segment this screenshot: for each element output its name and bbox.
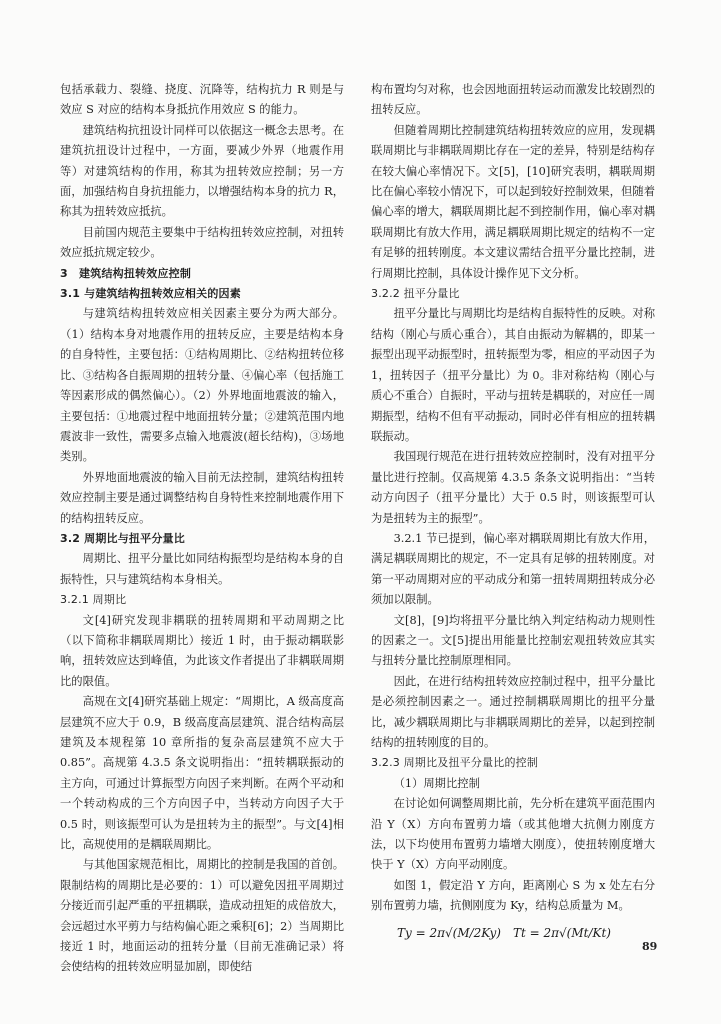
body-paragraph: 文[8]，[9]均将扭平分量比纳入判定结构动力规则性的因素之一。文[5]提出用能量比控制宏观扭转效应其实与扭转分量比控制原理相同。 (371, 613, 655, 668)
section-heading: 3 建筑结构扭转效应控制 (60, 266, 192, 280)
section-heading: 3.1 与建筑结构扭转效应相关的因素 (60, 287, 241, 301)
body-paragraph: 与其他国家规范相比，周期比的控制是我国的首创。限制结构的周期比是必要的：1）可以避免因扭平周期过分接近而引起严重的平扭耦联，造成动扭矩的成倍放大，会远超过水平剪力与结构偏心距之乘积[6]；2）当周期比接近 1 时，地面运动的扭转分量（目前无准确记录）将会使结构的扭转效应明显加剧，即使结 (60, 858, 344, 974)
equation-line (371, 919, 655, 949)
body-paragraph: 如图 1，假定沿 Y 方向，距离刚心 S 为 x 处左右分别布置剪力墙，抗侧刚度为 Ky，结构总质量为 M。 (371, 878, 655, 913)
body-paragraph: 高规在文[4]研究基础上规定：“周期比，A 级高度高层建筑不应大于 0.9，B 级高度高层建筑、混合结构高层建筑及本规程第 10 章所指的复杂高层建筑不应大于 0.85”。高规第 4.3.5 条文说明指出：“扭转耦联振动的主方向，可通过计算振型方向因子来判断。在两个平动和一个转动构成的三个方向因子中，当转动方向因子大于 0.5 时，则该振型可认为是扭转为主的振型”。与文[4]相比，高规使用的是耦联周期比。 (60, 695, 344, 852)
body-paragraph: 3.2.1 节已提到，偏心率对耦联周期比有放大作用，满足耦联周期比的规定，不一定具有足够的扭转刚度。对第一平动周期对应的平动成分和第一扭转周期扭转成分必须加以限制。 (371, 531, 655, 607)
section-heading: 3.2 周期比与扭平分量比 (60, 531, 185, 545)
body-paragraph: 扭平分量比与周期比均是结构自振特性的反映。对称结构（刚心与质心重合），其自由振动为解耦的，即某一振型出现平动振型时，扭转振型为零，相应的平动因子为 1，扭转因子（扭平分量比）为 0。非对称结构（刚心与质心不重合）自振时，平动与扭转是耦联的，对应任一周期振型，结构不但有平动振动，同时必伴有相应的扭转耦联振动。 (371, 307, 655, 443)
subsection-heading: 3.2.1 周期比 (60, 593, 127, 607)
page-number: 89 (642, 940, 658, 953)
left-text-column (60, 80, 344, 978)
body-paragraph: 因此，在进行结构扭转效应控制过程中，扭平分量比是必须控制因素之一。通过控制耦联周期比的扭平分量比，减少耦联周期比与非耦联周期比的差异，以起到控制结构的扭转刚度的目的。 (371, 674, 655, 749)
body-paragraph: 包括承载力、裂缝、挠度、沉降等，结构抗力 R 则是与效应 S 对应的结构本身抵抗作用效应 S 的能力。 (60, 83, 344, 117)
equation-torsional-period: Tt = 2π√(Mt/Kt) (513, 925, 611, 940)
body-paragraph: （1）周期比控制 (393, 776, 480, 790)
body-paragraph: 目前国内规范主要集中于结构扭转效应控制，对扭转效应抵抗规定较少。 (60, 225, 344, 260)
body-paragraph: 周期比、扭平分量比如同结构振型均是结构本身的自振特性，只与建筑结构本身相关。 (60, 552, 344, 586)
body-paragraph: 但随着周期比控制建筑结构扭转效应的应用，发现耦联周期比与非耦联周期比存在一定的差异，特别是结构存在较大偏心率情况下。文[5]，[10]研究表明，耦联周期比在偏心率较小情况下，可以起到较好控制效果，但随着偏心率的增大，耦联周期比起不到控制作用，偏心率对耦联周期比有放大作用，满足耦联周期比规定的结构不一定有足够的扭转刚度。本文建议需结合扭平分量比控制，进行周期比控制，具体设计操作见下文分析。 (371, 123, 655, 280)
body-paragraph: 在讨论如何调整周期比前，先分析在建筑平面范围内沿 Y（X）方向布置剪力墙（或其他增大抗侧力刚度方法，以下均使用布置剪力墙增大刚度），使扭转刚度增大快于 Y（X）方向平动刚度。 (371, 797, 655, 872)
body-paragraph: 建筑结构抗扭设计同样可以依据这一概念去思考。在建筑抗扭设计过程中，一方面，要减少外界（地震作用等）对建筑结构的作用，称其为扭转效应控制；另一方面，加强结构自身抗扭能力，以增强结构本身的抗力 R，称其为扭转效应抵抗。 (60, 123, 344, 219)
equation-translational-period: Ty = 2π√(M/2Ky) (397, 925, 501, 940)
body-paragraph: 文[4]研究发现非耦联的扭转周期和平动周期之比（以下简称非耦联周期比）接近 1 时，由于振动耦联影响，扭转效应达到峰值，为此该文作者提出了非耦联周期比的限值。 (60, 613, 344, 688)
body-paragraph: 我国现行规范在进行扭转效应控制时，没有对扭平分量比进行控制。仅高规第 4.3.5 条条文说明指出：“当转动方向因子（扭平分量比）大于 0.5 时，则该振型可认为是扭转为主的振型”。 (371, 450, 655, 525)
subsection-heading: 3.2.3 周期比及扭平分量比的控制 (371, 756, 539, 770)
body-paragraph: 与建筑结构扭转效应相关因素主要分为两大部分。（1）结构本身对地震作用的扭转反应，主要是结构本身的自身特性，主要包括：①结构周期比、②结构扭转位移比、③结构各自振周期的扭转分量、④偏心率（包括施工等因素形成的偶然偏心）。（2）外界地面地震波的输入，主要包括：①地震过程中地面扭转分量；②建筑范围内地震波非一致性，需要多点输入地震波(超长结构)，③场地类别。 (60, 307, 344, 464)
subsection-heading: 3.2.2 扭平分量比 (371, 287, 460, 301)
body-paragraph: 外界地面地震波的输入目前无法控制，建筑结构扭转效应控制主要是通过调整结构自身特性来控制地震作用下的结构扭转反应。 (60, 470, 344, 525)
body-paragraph: 构布置均匀对称，也会因地面扭转运动而激发比较剧烈的扭转反应。 (371, 83, 655, 117)
right-text-column (371, 80, 655, 949)
